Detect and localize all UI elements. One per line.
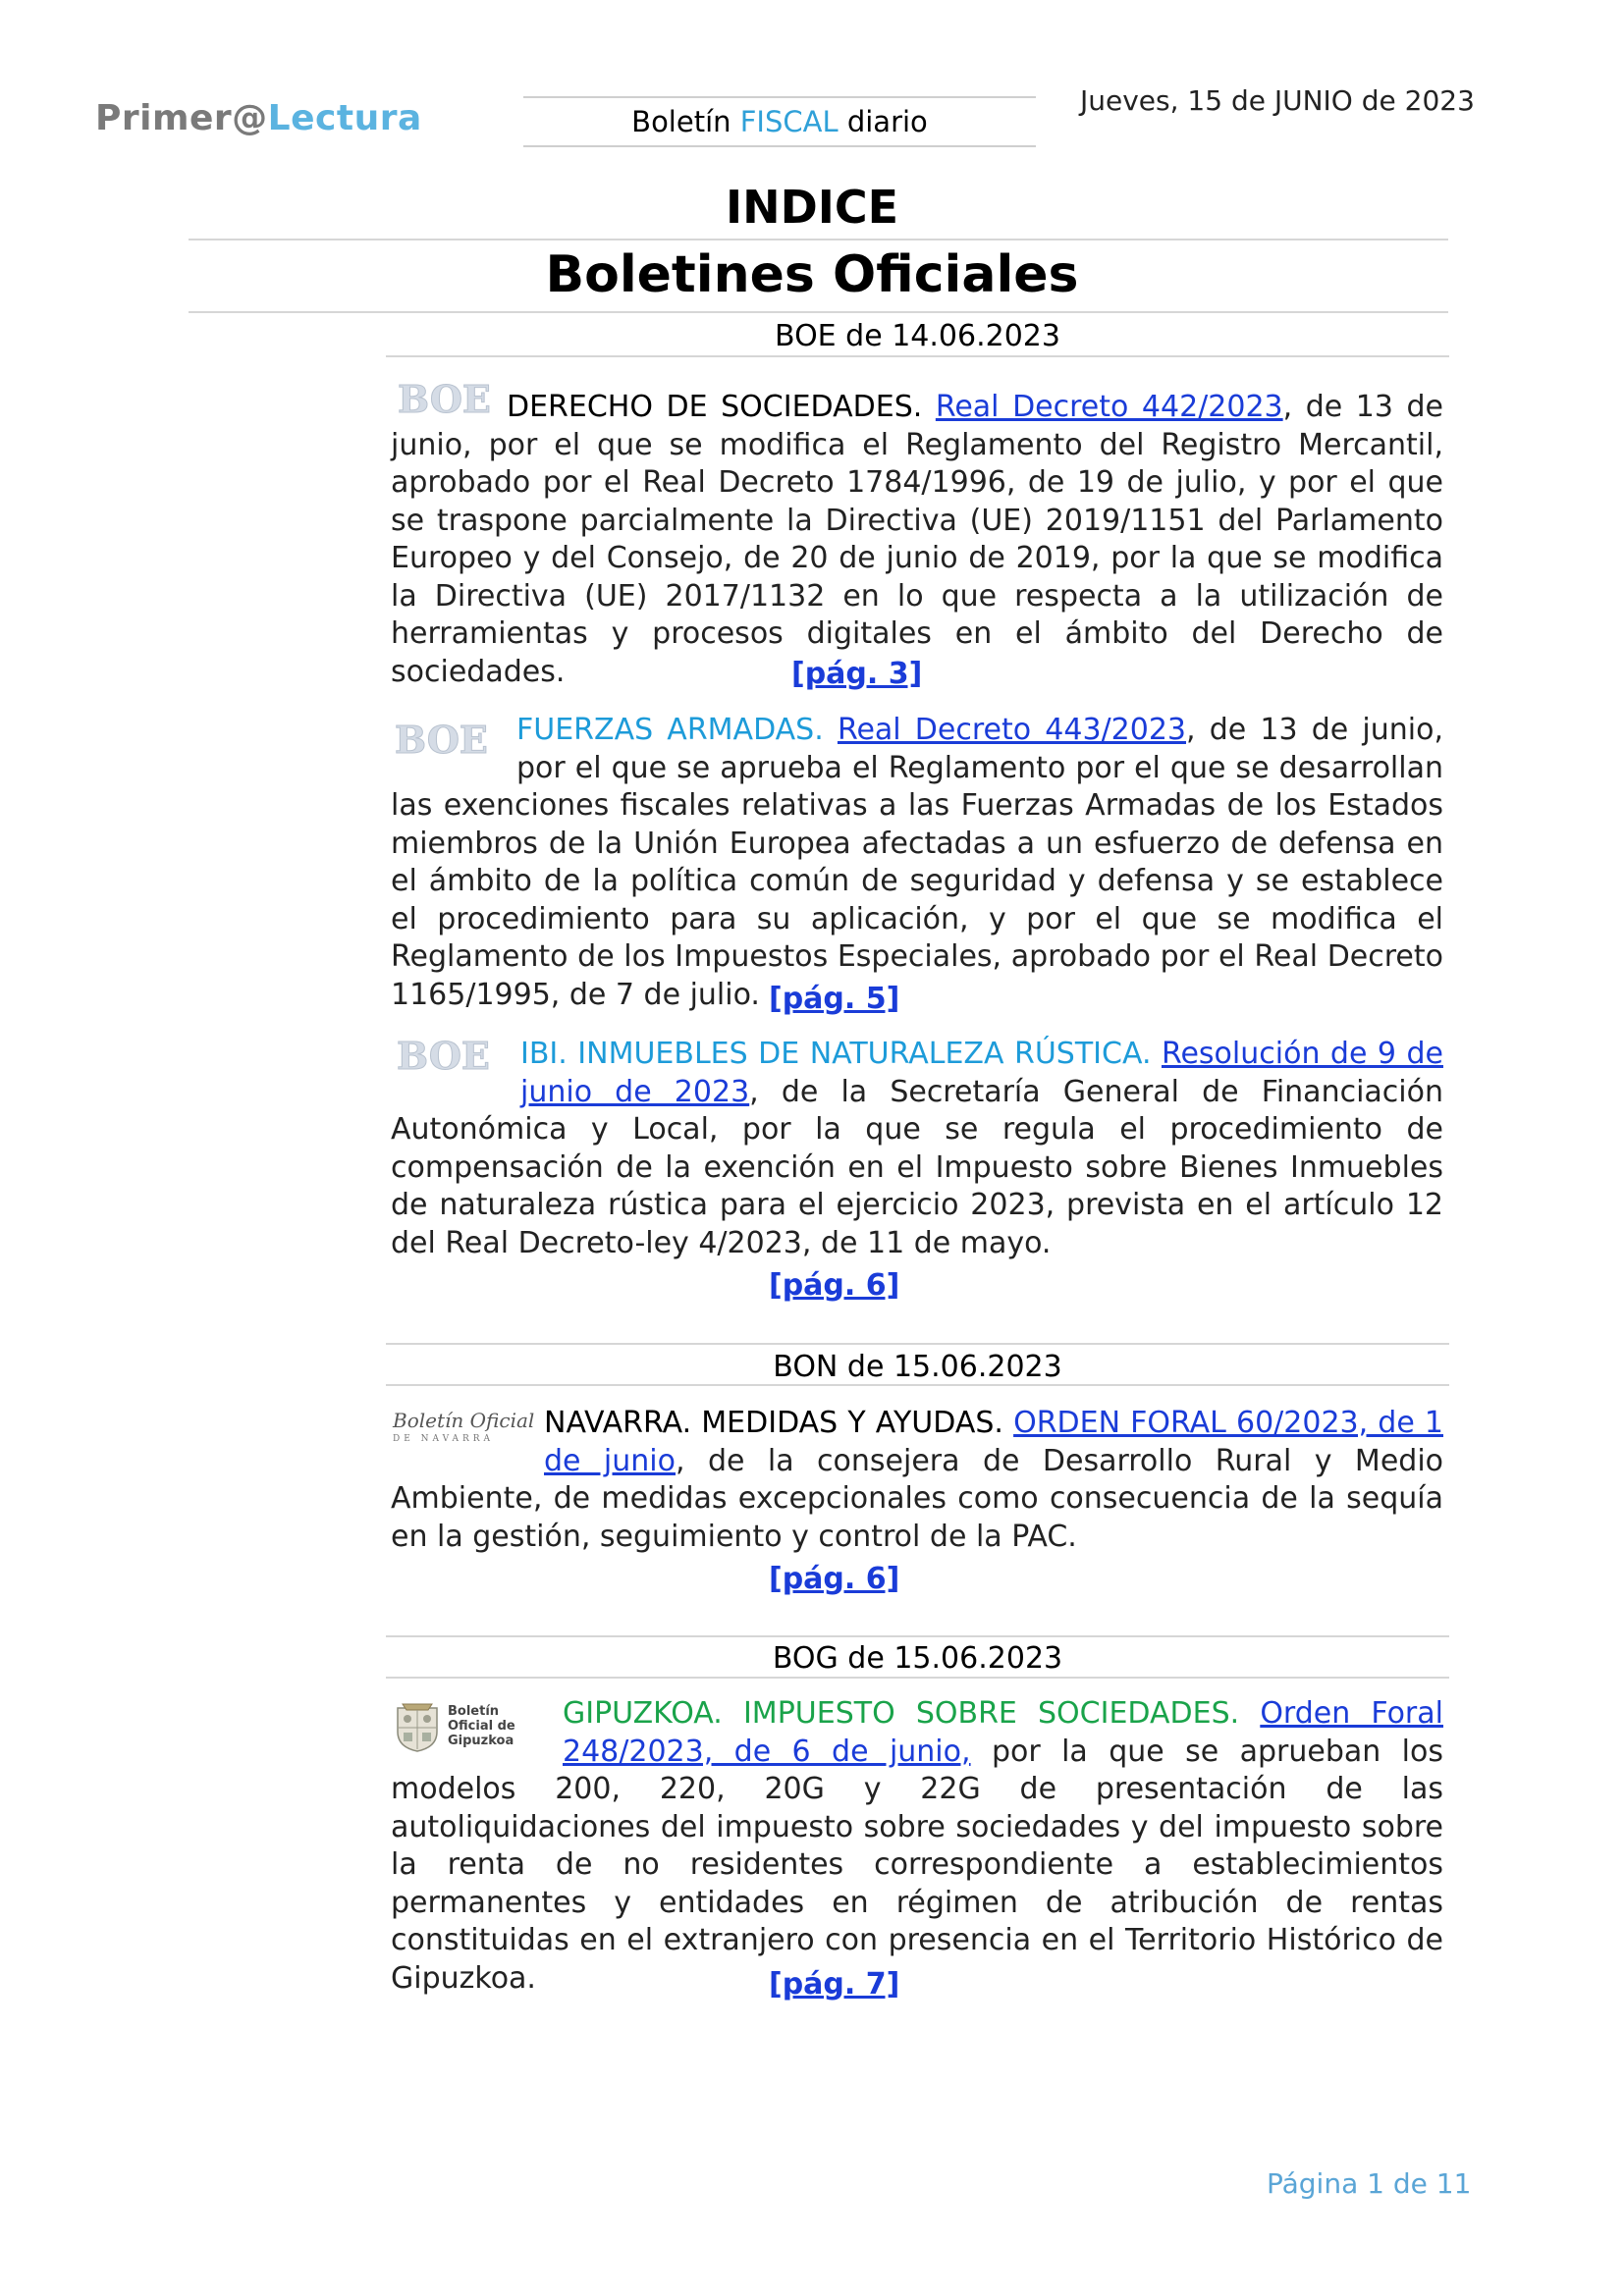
- page-number: Página 1 de 11: [1267, 2167, 1472, 2200]
- brand-part2: Lectura: [267, 98, 422, 138]
- entry-text: por la que se aprueban los modelos 200, 220, 20G y 22G de presentación de las autoliquidaciones del impuesto sobre sociedades y del impuesto sobre la renta de no residentes correspondiente a establecimientos permanentes y entidades en régimen de atribución de rentas constituidas en el extranjero con presencia en el Territorio Histórico de Gipuzkoa.: [391, 1734, 1443, 1996]
- page-link[interactable]: [pág. 6]: [769, 1268, 900, 1303]
- divider: [386, 1343, 1449, 1345]
- bulletin-prefix: Boletín: [631, 105, 740, 138]
- svg-text:BOE: BOE: [395, 720, 488, 759]
- entry-lead: IBI. INMUEBLES DE NATURALEZA RÚSTICA.: [520, 1037, 1152, 1071]
- bog-section-title: BOG de 15.06.2023: [772, 1641, 1063, 1676]
- entry-lead: DERECHO DE SOCIEDADES.: [507, 390, 923, 424]
- bog-logo-line2: Oficial de: [448, 1719, 515, 1734]
- bog-logo-line3: Gipuzkoa: [448, 1734, 514, 1748]
- decree-link[interactable]: Real Decreto 443/2023: [837, 713, 1186, 747]
- page-link[interactable]: [pág. 3]: [791, 657, 923, 691]
- orden-foral-link[interactable]: ORDEN FORAL 60/2023, de 1 de junio: [544, 1406, 1443, 1478]
- bon-entry: [391, 1405, 1443, 1556]
- resolution-link[interactable]: Resolución de 9 de junio de 2023: [520, 1037, 1443, 1109]
- page-link[interactable]: [pág. 6]: [769, 1562, 900, 1596]
- bulletin-suffix: diario: [838, 105, 928, 138]
- svg-text:BOE: BOE: [397, 1036, 490, 1075]
- svg-text:BOE: BOE: [398, 379, 491, 418]
- header-date: Jueves, 15 de JUNIO de 2023: [1080, 84, 1475, 117]
- boe-section-title: BOE de 14.06.2023: [775, 319, 1060, 353]
- divider: [386, 1384, 1449, 1386]
- page-title: INDICE: [725, 181, 899, 234]
- orden-foral-link[interactable]: Orden Foral 248/2023, de 6 de junio,: [563, 1696, 1443, 1769]
- bog-logo-line1: Boletín: [448, 1704, 500, 1719]
- divider: [386, 1635, 1449, 1637]
- bon-logo-text: Boletín Oficial: [393, 1409, 535, 1432]
- section-heading: Boletines Oficiales: [545, 245, 1079, 304]
- page-link[interactable]: [pág. 5]: [769, 982, 900, 1016]
- boe-entry-2: [391, 712, 1443, 1014]
- brand-at: @: [232, 98, 268, 138]
- entry-lead: NAVARRA. MEDIDAS Y AYUDAS.: [544, 1406, 1003, 1440]
- entry-lead: FUERZAS ARMADAS.: [516, 713, 824, 747]
- boe-entry-3: [391, 1036, 1443, 1262]
- bon-section-title: BON de 15.06.2023: [773, 1350, 1062, 1384]
- boe-entry-1: [391, 389, 1443, 691]
- page-link[interactable]: [pág. 7]: [769, 1967, 900, 2002]
- bog-entry: [391, 1695, 1443, 1998]
- divider: [386, 355, 1449, 357]
- divider: [189, 239, 1448, 240]
- entry-text: , de la consejera de Desarrollo Rural y Medio Ambiente, de medidas excepcionales como consecuencia de la sequía en la gestión, seguimiento y control de la PAC.: [391, 1443, 1444, 1554]
- entry-lead: GIPUZKOA. IMPUESTO SOBRE SOCIEDADES.: [563, 1696, 1240, 1731]
- bon-logo-subtext: DE NAVARRA: [393, 1434, 495, 1444]
- bulletin-header: [523, 96, 1036, 147]
- divider: [386, 1677, 1449, 1679]
- brand-part1: Primer: [95, 98, 233, 138]
- bulletin-highlight: FISCAL: [739, 105, 839, 138]
- entry-text: , de 13 de junio, por el que se aprueba el Reglamento por el que se desarrollan las exenciones fiscales relativas a las Fuerzas Armadas de los Estados miembros de la Unión Europea afectadas a un esfuerzo de defensa en el ámbito de la política común de seguridad y defensa y se establece el procedimiento para su aplicación, y por el que se modifica el Reglamento de los Impuestos Especiales, aprobado por el Real Decreto 1165/1995, de 7 de julio.: [391, 713, 1443, 1012]
- entry-text: , de 13 de junio, por el que se modifica el Reglamento del Registro Mercantil, aprobado por el Real Decreto 1784/1996, de 19 de julio, y por el que se traspone parcialmente la Directiva (UE) 2019/1151 del Parlamento Europeo y del Consejo, de 20 de junio de 2019, por la que se modifica la Directiva (UE) 2017/1132 en lo que respecta a la utilización de herramientas y procesos digitales en el ámbito del Derecho de sociedades.: [391, 390, 1443, 689]
- brand-logo: [95, 98, 422, 138]
- divider: [189, 311, 1448, 313]
- entry-text: , de la Secretaría General de Financiación Autonómica y Local, por la que se regula el procedimiento de compensación de la exención en el Impuesto sobre Bienes Inmuebles de naturaleza rústica para el ejercicio 2023, prevista en el artículo 12 del Real Decreto-ley 4/2023, de 11 de mayo.: [391, 1074, 1443, 1260]
- decree-link[interactable]: Real Decreto 442/2023: [935, 390, 1283, 424]
